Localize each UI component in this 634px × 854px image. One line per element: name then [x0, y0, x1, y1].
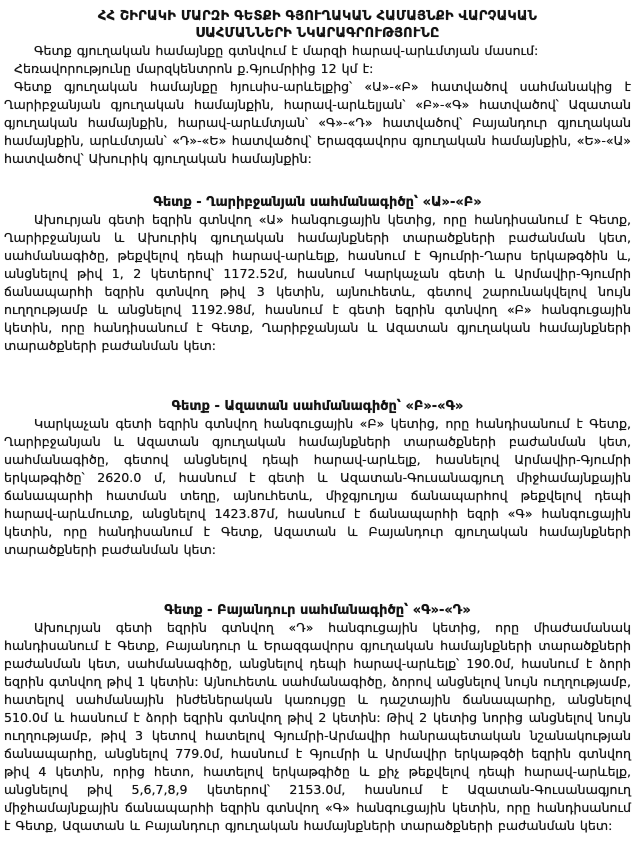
document-title-line-1: ՀՀ ՇԻՐԱԿԻ ՄԱՐԶԻ ԳԵՏՔԻ ԳՅՈՒՂԱԿԱՆ ՀԱՄԱՅՆՔԻ ՎԱՐՉԱԿԱՆ [97, 9, 538, 24]
section-heading-getq-gharibjanyan: Գետք - Ղարիբջանյան սահմանագիծը՝ «Ա»-«Բ» [153, 195, 482, 210]
section-body-getq-bayandur: Ախուրյան գետի եզրին գտնվող «Դ» հանգուցային կետից, որը միաժամանակ հանդիսանում է Գետք, Բայանդուր և Երազգավորս գյուղական համայնքների տարածքների բաժանման կետ, սահմանագիծը, անցնելով դեպի հարավ-արևելք՝ 190.0մ, հասնում է ձորի եզրին գտնվող թիվ 1 կետին: Այնուհետև սահմանագիծը, ձորով անցնելով նույն ուղղությամբ, հատելով սահմանային ինժեներական կառույցը և դաշտային ճանապարհը, անցնելով 510.0մ և հասնում է ձորի եզրին գտնվող թիվ 2 կետին: Թիվ 2 կետից նորից անցնելով նույն ուղղությամբ, թիվ 3 կետով հատելով Գյումրի-Արմավիր հանրապետական նշանակության ճանապարհը, անցնելով 779.0մ, հասնում է Գյումրի և Արմավիր երկաթգծի եզրին գտնվող թիվ 4 կետին, որից հետո, հատելով երկաթգիծը և քիչ թեքվելով դեպի հարավ-արևելք, անցնելով թիվ 5,6,7,8,9 կետերով՝ 2153.0մ, հասնում է Ազատան-Գուսանագյուղ միջհամայնքային ճանապարհի եզրին գտնվող «Գ» հանգուցային կետին, որը հանդիսանում է Գետք, Ազատան և Բայանդուր գյուղական համայնքների տարածքների բաժանման կետ: [4, 620, 631, 833]
intro-paragraph-borders-overview: Գետք գյուղական համայնքը հյուսիս-արևելքից՝ «Ա»-«Բ» հատվածով սահմանակից է Ղարիբջանյան գյուղական համայնքին, հարավ-արևելյան՝ «Բ»-«Գ» հատվածով՝ Ազատան գյուղական համայնքին, հարավ-արևմտյան՝ «Գ»-«Դ» հատվածով՝ Բայանդուր գյուղական համայնքին, արևմտյան՝ «Դ»-«Ե» հատվածով՝ Երազգավորս գյուղական համայնքին, «Ե»-«Ա» հատվածով՝ Ախուրիկ գյուղական համայնքին: [4, 79, 631, 166]
intro-paragraph-location: Գետք գյուղական համայնքը գտնվում է մարզի հարավ-արևմտյան մասում: [34, 43, 539, 58]
document-title [14, 8, 621, 42]
section-heading-getq-bayandur: Գետք - Բայանդուր սահմանագիծը՝ «Գ»-«Դ» [164, 603, 471, 618]
intro-paragraph-distance: Հեռավորությունը մարզկենտրոն ք.Գյումրիից 12 կմ է: [14, 61, 374, 76]
document-title-line-2: ՍԱՀՄԱՆՆԵՐԻ ՆԿԱՐԱԳՐՈՒԹՅՈՒՆԸ [195, 26, 440, 41]
section-heading-getq-azatan: Գետք - Ազատան սահմանագիծը՝ «Բ»-«Գ» [171, 399, 464, 414]
section-body-getq-gharibjanyan: Ախուրյան գետի եզրին գտնվող «Ա» հանգուցային կետից, որը հանդիսանում է Գետք, Ղարիբջանյան և Ախուրիկ գյուղական համայնքների տարածքների բաժանման կետ, սահմանագիծը, թեքվելով դեպի հարավ-արևելք, հասնում է Գյումրի-Ղարս երկաթգծին և, անցնելով թիվ 1, 2 կետերով՝ 1172.52մ, հասնում Կարկաչան գետի և Արմավիր-Գյումրի ճանապարհի եզրին գտնվող թիվ 3 կետին, այնուհետև, գետով շարունակվելով նույն ուղղությամբ և անցնելով 1192.98մ, հասնում է գետի եզրին գտնվող «Բ» հանգուցային կետին, որը հանդիսանում է Գետք, Ղարիբջանյան և Ազատան գյուղական համայնքների տարածքների բաժանման կետ: [4, 212, 631, 353]
section-body-getq-azatan: Կարկաչան գետի եզրին գտնվող հանգուցային «Բ» կետից, որը հանդիսանում է Գետք, Ղարիբջանյան և Ազատան գյուղական համայնքների տարածքների բաժանման կետ, սահմանագիծը, գետով անցնելով դեպի հարավ-արևելք, հասնելով Արմավիր-Գյումրի երկաթգիծը՝ 2620.0 մ, հասնում է գետի և Ազատան-Գուսանագյուղ միջհամայնքային ճանապարհի հատման տեղը, այնուհետև, միջգյուղյա ճանապարհով թեքվելով դեպի հարավ-արևմուտք, անցնելով 1423.87մ, հասնում է ճանապարհի եզրի «Գ» հանգուցային կետին, որը հանդիսանում է Գետք, Ազատան և Բայանդուր գյուղական համայնքների տարածքների բաժանման կետ: [4, 416, 631, 557]
